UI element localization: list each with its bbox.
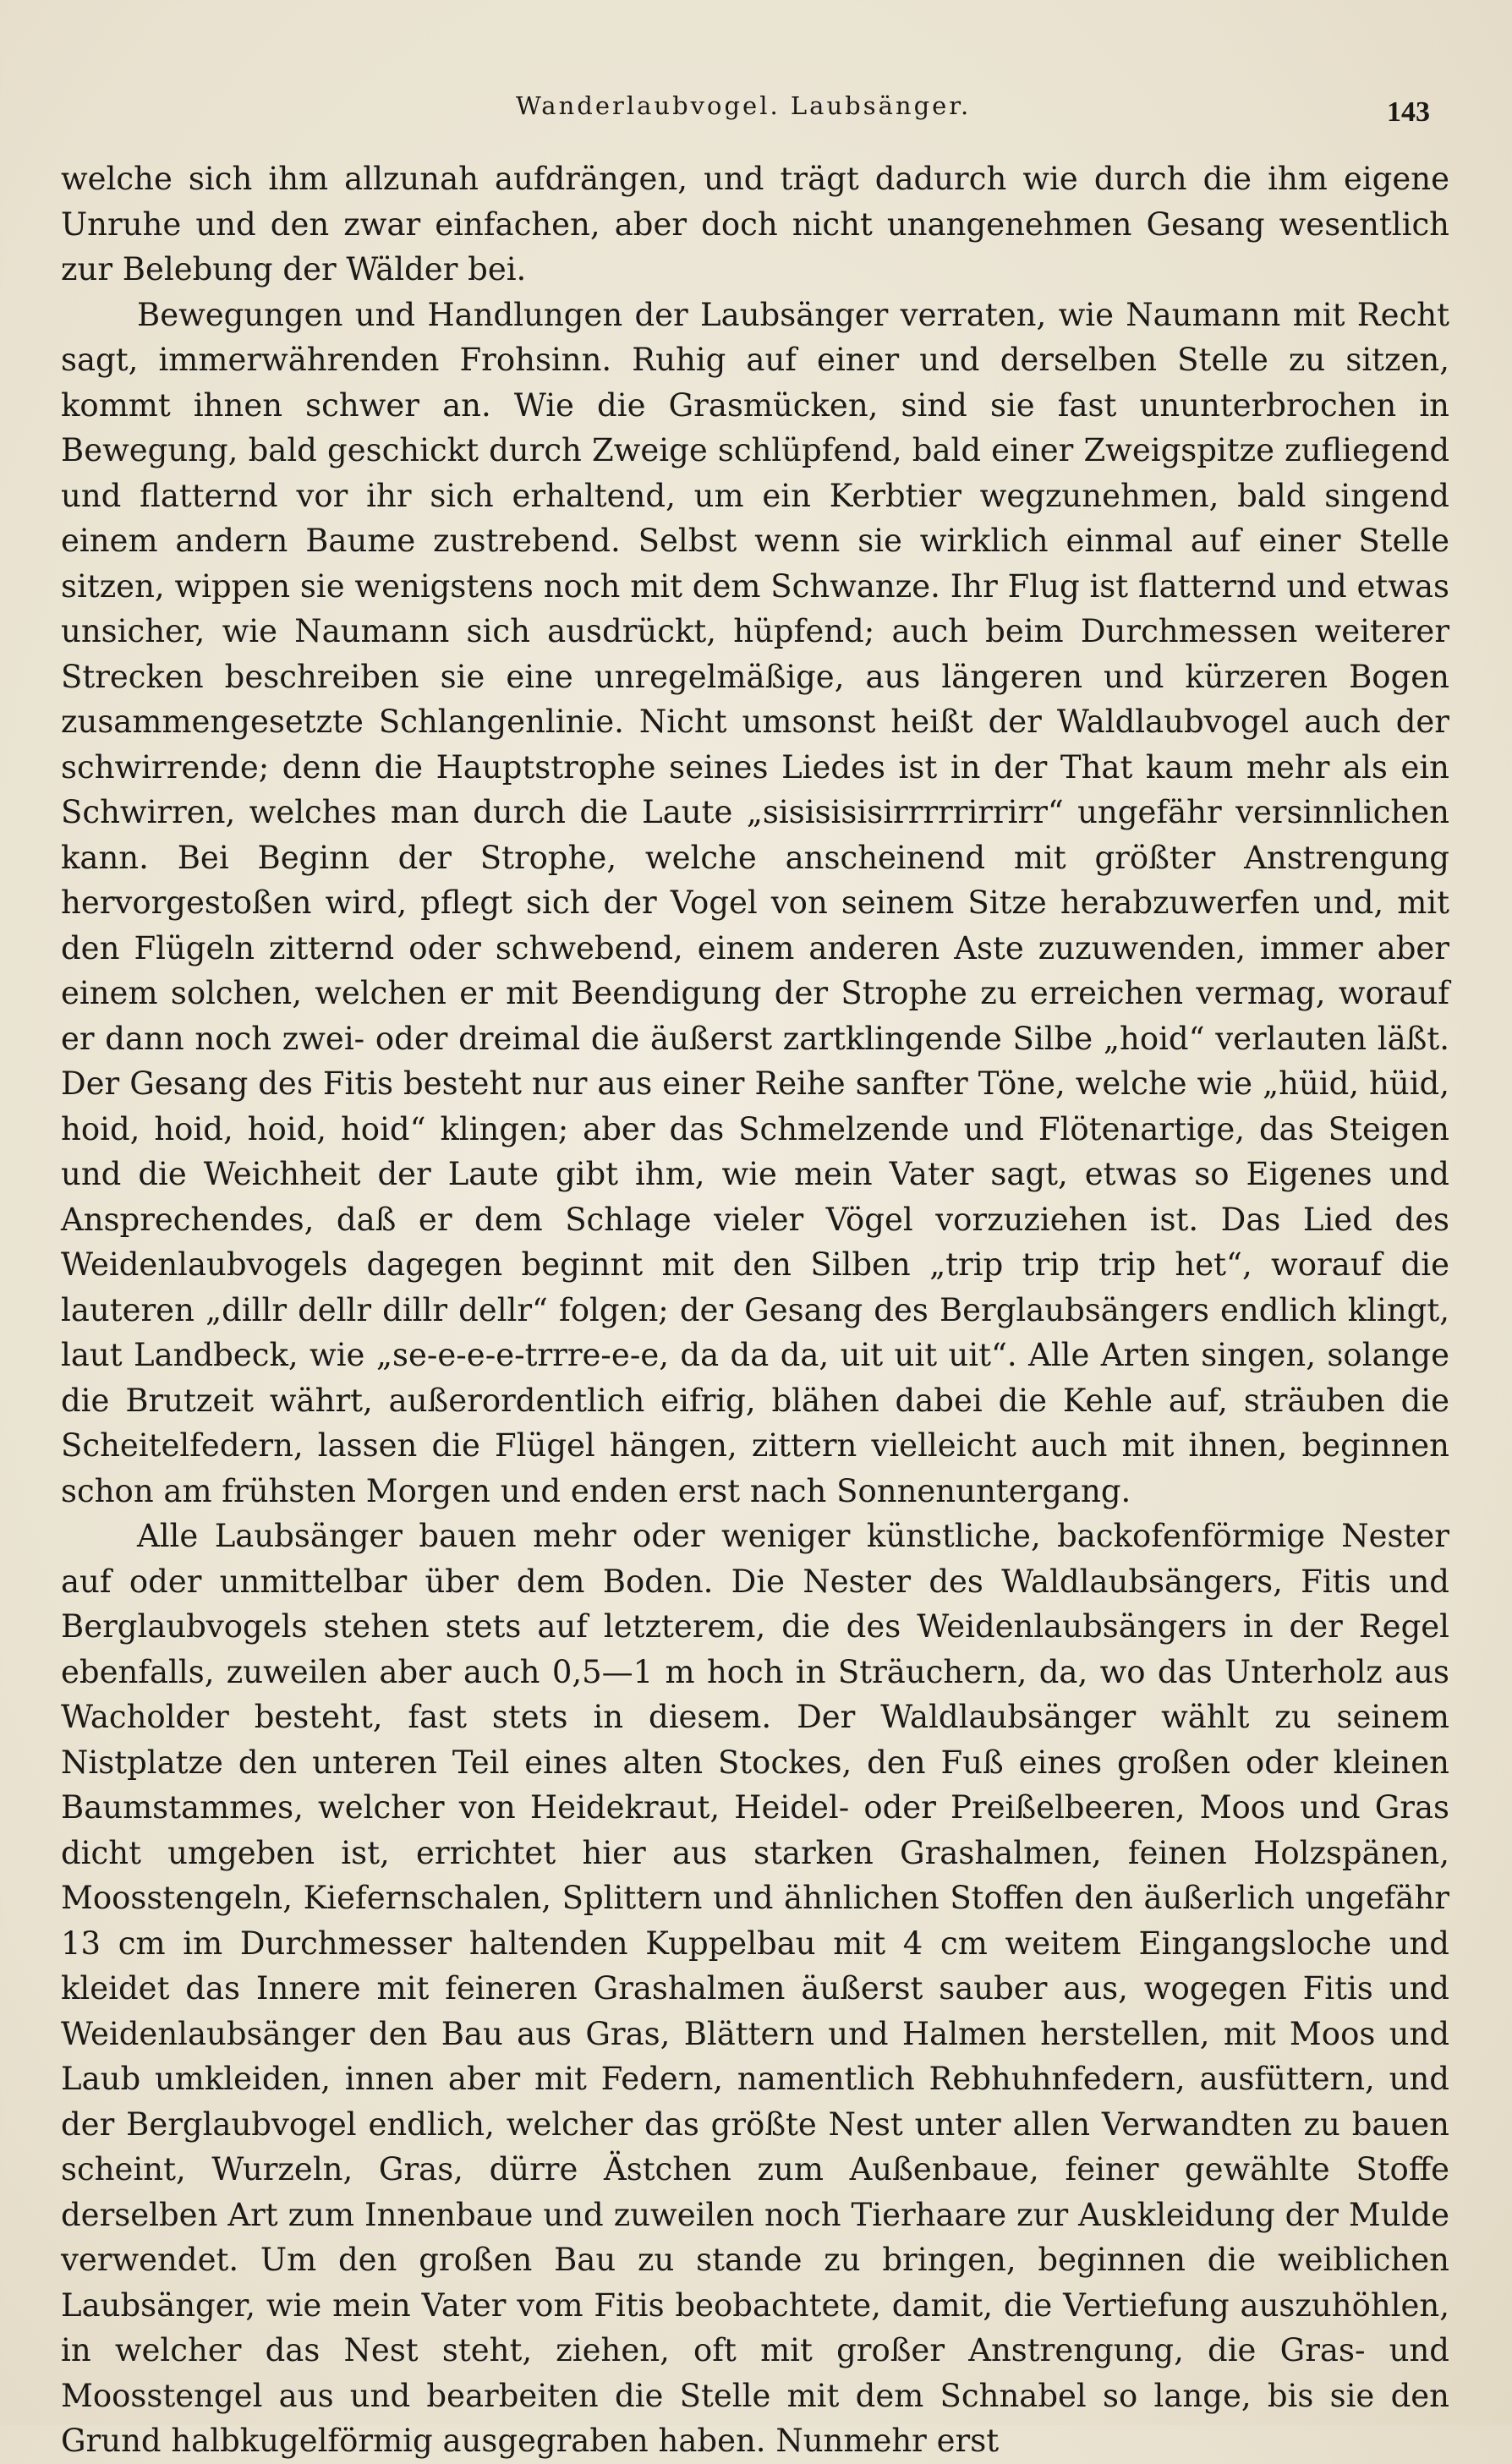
paragraph-nests: Alle Laubsänger bauen mehr oder weniger künstliche, backofenförmige Nester auf oder unmittelbar über dem Boden. Die Nester des Waldlaubsängers, Fitis und Berglaubvogels stehen stets auf letzterem, die des Weidenlaubsängers in der Regel ebenfalls, zuweilen aber auch 0,5—1 m hoch in Sträuchern, da, wo das Unterholz aus Wacholder besteht, fast stets in diesem. Der Waldlaubsänger wählt zu seinem Nistplatze den unteren Teil eines alten Stockes, den Fuß eines großen oder kleinen Baumstammes, welcher von Heidekraut, Heidel- oder Preißelbeeren, Moos und Gras dicht umgeben ist, errichtet hier aus starken Grashalmen, feinen Holzspänen, Moosstengeln, Kiefernschalen, Splittern und ähnlichen Stoffen den äußerlich ungefähr 13 cm im Durchmesser haltenden Kuppelbau mit 4 cm weitem Eingangsloche und kleidet das Innere mit feineren Grashalmen äußerst sauber aus, wogegen Fitis und Weidenlaubsänger den Bau aus Gras, Blättern und Halmen herstellen, mit Moos und Laub umkleiden, innen aber mit Federn, namentlich Rebhuhnfedern, ausfüttern, und der Berglaubvogel endlich, welcher das größte Nest unter allen Verwandten zu bauen scheint, Wurzeln, Gras, dürre Ästchen zum Außenbaue, feiner gewählte Stoffe derselben Art zum Innenbaue und zuweilen noch Tierhaare zur Auskleidung der Mulde verwendet. Um den großen Bau zu stande zu bringen, beginnen die weiblichen Laubsänger, wie mein Vater vom Fitis beobachtete, damit, die Vertiefung auszuhöhlen, in welcher das Nest steht, ziehen, oft mit großer Anstrengung, die Gras- und Moosstengel aus und bearbeiten die Stelle mit dem Schnabel so lange, bis sie den Grund halbkugelförmig ausgegraben haben. Nunmehr erst bbox=[61, 1518, 1449, 2459]
paragraph-continuation: welche sich ihm allzunah aufdrängen, und trägt dadurch wie durch die ihm eigene Unruhe und den zwar einfachen, aber doch nicht unangenehmen Gesang wesentlich zur Belebung der Wälder bei. bbox=[61, 161, 1449, 287]
page-header bbox=[0, 91, 1512, 142]
page-number: 143 bbox=[1387, 96, 1430, 128]
paragraph-behaviour-song: Bewegungen und Handlungen der Laubsänger verraten, wie Naumann mit Recht sagt, immerwährenden Frohsinn. Ruhig auf einer und derselben Stelle zu sitzen, kommt ihnen schwer an. Wie die Grasmücken, sind sie fast ununterbrochen in Bewegung, bald geschickt durch Zweige schlüpfend, bald einer Zweigspitze zufliegend und flatternd vor ihr sich erhaltend, um ein Kerbtier wegzunehmen, bald singend einem andern Baume zustrebend. Selbst wenn sie wirklich einmal auf einer Stelle sitzen, wippen sie wenigstens noch mit dem Schwanze. Ihr Flug ist flatternd und etwas unsicher, wie Naumann sich ausdrückt, hüpfend; auch beim Durchmessen weiterer Strecken beschreiben sie eine unregelmäßige, aus längeren und kürzeren Bogen zusammengesetzte Schlangenlinie. Nicht umsonst heißt der Waldlaubvogel auch der schwirrende; denn die Hauptstrophe seines Liedes ist in der That kaum mehr als ein Schwirren, welches man durch die Laute „sisisisisirrrrrirrirr“ ungefähr versinnlichen kann. Bei Beginn der Strophe, welche anscheinend mit größter Anstrengung hervorgestoßen wird, pflegt sich der Vogel von seinem Sitze herabzuwerfen und, mit den Flügeln zitternd oder schwebend, einem anderen Aste zuzuwenden, immer aber einem solchen, welchen er mit Beendigung der Strophe zu erreichen vermag, worauf er dann noch zwei- oder dreimal die äußerst zartklingende Silbe „hoid“ verlauten läßt. Der Gesang des Fitis besteht nur aus einer Reihe sanfter Töne, welche wie „hüid, hüid, hoid, hoid, hoid, hoid“ klingen; aber das Schmelzende und Flötenartige, das Steigen und die Weichheit der Laute gibt ihm, wie mein Vater sagt, etwas so Eigenes und Ansprechendes, daß er dem Schlage vieler Vögel vorzuziehen ist. Das Lied des Weidenlaubvogels dagegen beginnt mit den Silben „trip trip trip het“, worauf die lauteren „dillr dellr dillr dellr“ folgen; der Gesang des Berglaubsängers endlich klingt, laut Landbeck, wie „se-e-e-e-trrre-e-e, da da da, uit uit uit“. Alle Arten singen, solange die Brutzeit währt, außerordentlich eifrig, blähen dabei die Kehle auf, sträuben die Scheitelfedern, lassen die Flügel hängen, zittern vielleicht auch mit ihnen, beginnen schon am frühsten Morgen und enden erst nach Sonnenuntergang. bbox=[61, 296, 1449, 1509]
running-title: Wanderlaubvogel. Laubsänger. bbox=[516, 91, 972, 120]
body-text bbox=[61, 156, 1449, 2464]
